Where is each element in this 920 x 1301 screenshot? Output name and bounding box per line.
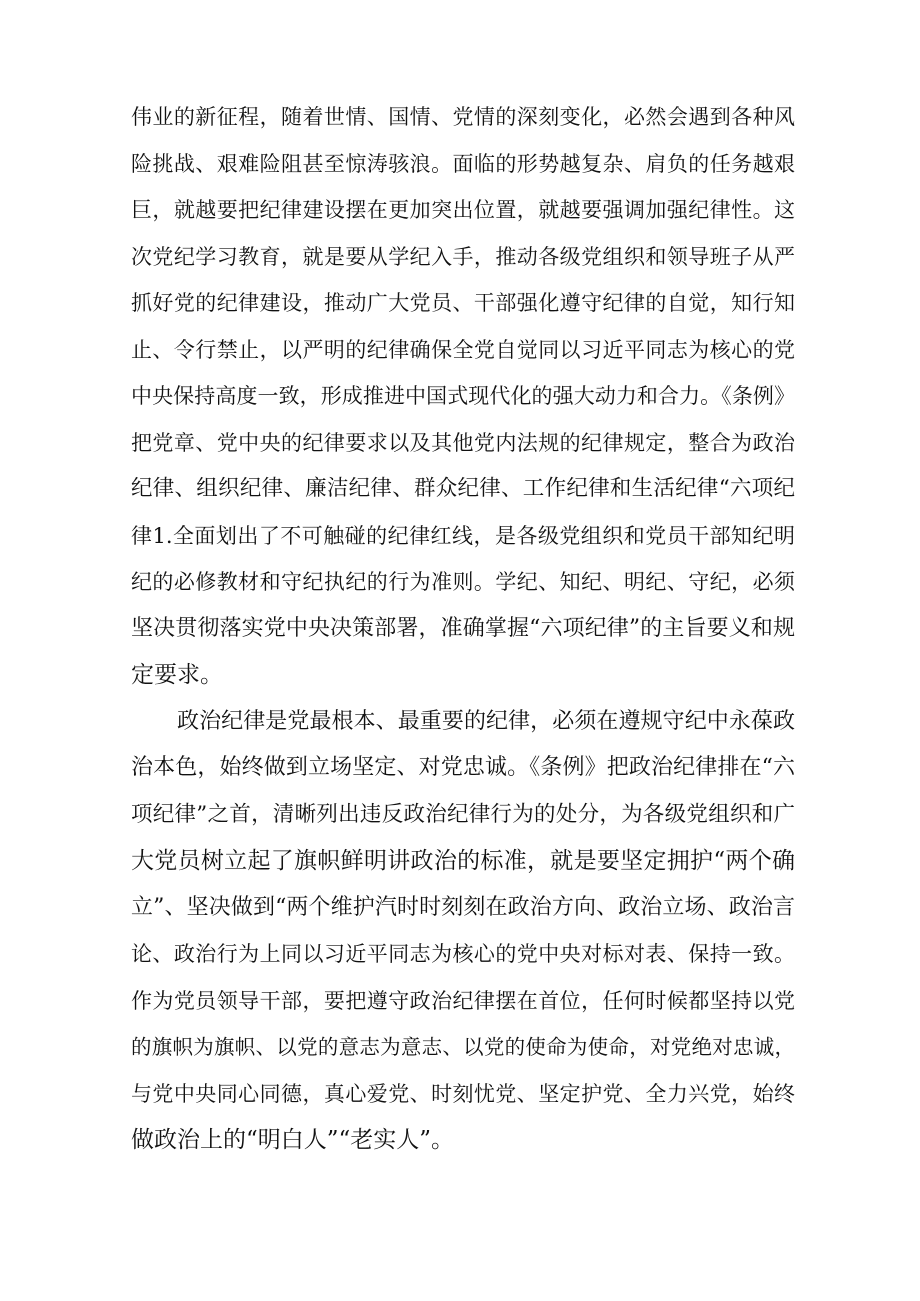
text-line: 作为党员领导干部，要把遵守政治纪律摆在首位，任何时候都坚持以党: [131, 988, 795, 1013]
text-line: 止、令行禁止，以严明的纪律确保全党自觉同以习近平同志为核心的党: [131, 337, 795, 362]
paragraph-2: [131, 699, 795, 1164]
document-body: [131, 94, 795, 1164]
text-line: 律1.全面划出了不可触碰的纪律红线，是各级党组织和党员干部知纪明: [131, 523, 795, 548]
paragraph-1: [131, 94, 795, 699]
text-line: 论、政治行为上同以习近平同志为核心的党中央对标对表、保持一致。: [131, 942, 795, 966]
text-line: 巨，就越要把纪律建设摆在更加突出位置，就越要强调加强纪律性。这: [131, 198, 795, 222]
text-line: 的旗帜为旗帜、以党的意志为意志、以党的使命为使命，对党绝对忠诚，: [131, 1035, 795, 1059]
text-line: 大党员树立起了旗帜鲜明讲政治的标准，就是要坚定拥护“两个确: [131, 848, 795, 874]
text-line: 做政治上的“明白人”“老实人”。: [131, 1127, 455, 1153]
text-line: 抓好党的纪律建设，推动广大党员、干部强化遵守纪律的自觉，知行知: [131, 291, 795, 315]
text-line: 与党中央同心同德，真心爱党、时刻忧党、坚定护党、全力兴党，始终: [131, 1081, 795, 1106]
text-line: 纪的必修教材和守纪执纪的行为准则。学纪、知纪、明纪、守纪，必须: [131, 570, 795, 594]
text-line: 政治纪律是党最根本、最重要的纪律，必须在遵规守纪中永葆政: [177, 708, 795, 734]
text-line: 次党纪学习教育，就是要从学纪入手，推动各级党组织和领导班子从严: [131, 244, 795, 269]
text-line: 项纪律”之首，清晰列出违反政治纪律行为的处分，为各级党组织和广: [131, 801, 795, 827]
text-line: 伟业的新征程，随着世情、国情、党情的深刻变化，必然会遇到各种风: [131, 105, 795, 129]
text-line: 险挑战、艰难险阻甚至惊涛骇浪。面临的形势越复杂、肩负的任务越艰: [131, 151, 795, 176]
text-line: 坚决贯彻落实党中央决策部署，准确掌握“六项纪律”的主旨要义和规: [131, 615, 795, 641]
text-line: 治本色，始终做到立场坚定、对党忠诚。《条例》把政治纪律排在“六: [131, 755, 795, 780]
text-line: 纪律、组织纪律、廉洁纪律、群众纪律、工作纪律和生活纪律“六项纪: [131, 476, 795, 501]
text-line: 定要求。: [131, 662, 223, 688]
text-line: 立”、坚决做到“两个维护汽时时刻刻在政治方向、政治立场、政治言: [131, 894, 795, 920]
text-line: 把党章、党中央的纪律要求以及其他党内法规的纪律规定，整合为政治: [131, 430, 795, 455]
text-line: 中央保持高度一致，形成推进中国式现代化的强大动力和合力。《条例》: [131, 384, 795, 408]
